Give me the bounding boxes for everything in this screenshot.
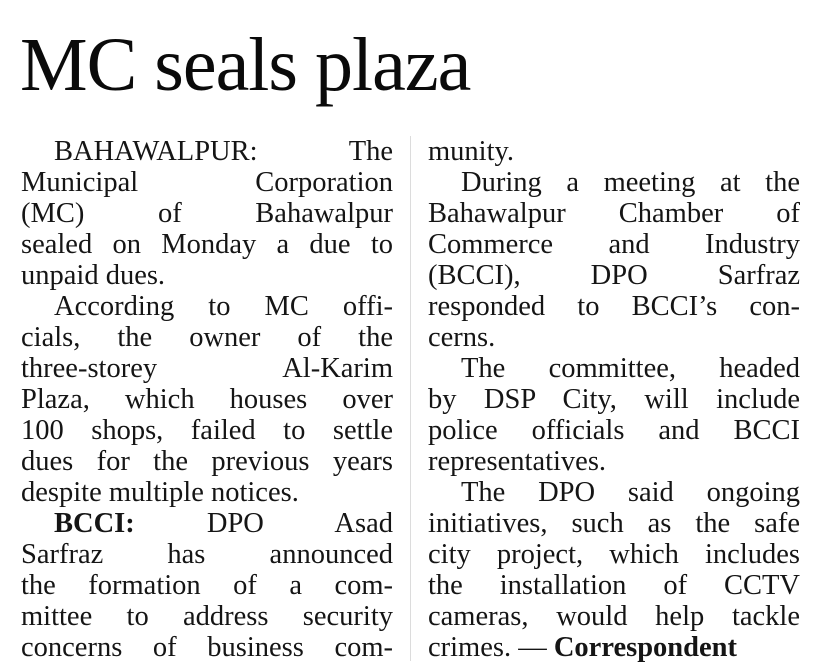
- article-line: [428, 167, 800, 198]
- line-text: cerns.: [428, 322, 496, 353]
- line-text: The DPO said ongoing: [461, 477, 800, 508]
- article-line: [428, 446, 800, 477]
- column-divider: [410, 136, 411, 661]
- article-line: [428, 260, 800, 291]
- line-text: dues for the previous years: [21, 446, 393, 477]
- line-text: cameras, would help tackle: [428, 601, 800, 632]
- article-line: [21, 353, 393, 384]
- line-text: Bahawalpur Chamber of: [428, 198, 800, 229]
- line-text: concerns of business com-: [21, 632, 393, 663]
- line-text: Commerce and Industry: [428, 229, 800, 260]
- byline: Correspondent: [553, 632, 737, 663]
- article-line: [428, 570, 800, 601]
- article-line: [428, 601, 800, 632]
- line-text: representatives.: [428, 446, 607, 477]
- article-column-right: [428, 136, 800, 663]
- line-text: the formation of a com-: [21, 570, 393, 601]
- subhead-label: BCCI:: [54, 508, 135, 539]
- article-line: [21, 539, 393, 570]
- line-text: According to MC offi-: [54, 291, 393, 322]
- article-line: [428, 415, 800, 446]
- article-line: [428, 384, 800, 415]
- article-column-left: [21, 136, 393, 663]
- article-line: [428, 229, 800, 260]
- article-line: [21, 477, 393, 508]
- line-text: three-storey Al-Karim: [21, 353, 393, 384]
- line-text: by DSP City, will include: [428, 384, 800, 415]
- article-line: [21, 446, 393, 477]
- article-line: [21, 260, 393, 291]
- article-line: [21, 632, 393, 663]
- line-text: 100 shops, failed to settle: [21, 415, 393, 446]
- line-text: Municipal Corporation: [21, 167, 393, 198]
- article-line: [21, 384, 393, 415]
- line-text: responded to BCCI’s con-: [428, 291, 800, 322]
- article-line: [21, 136, 393, 167]
- line-text: cials, the owner of the: [21, 322, 393, 353]
- line-text: The committee, headed: [461, 353, 800, 384]
- line-text: unpaid dues.: [21, 260, 166, 291]
- line-text: the installation of CCTV: [428, 570, 800, 601]
- article-line: [428, 508, 800, 539]
- article-line: [428, 539, 800, 570]
- article-line: [21, 167, 393, 198]
- article-line: [21, 601, 393, 632]
- article-line: [21, 508, 393, 539]
- line-text: (BCCI), DPO Sarfraz: [428, 260, 800, 291]
- article-line: [428, 632, 800, 663]
- line-text: During a meeting at the: [461, 167, 800, 198]
- line-text: munity.: [428, 136, 515, 167]
- article-line: [21, 322, 393, 353]
- line-text: Sarfraz has announced: [21, 539, 393, 570]
- line-text: (MC) of Bahawalpur: [21, 198, 393, 229]
- article-line: [21, 415, 393, 446]
- article-line: [428, 477, 800, 508]
- article-line: [428, 322, 800, 353]
- line-text: crimes. —: [428, 632, 554, 663]
- article-line: [428, 353, 800, 384]
- line-text: despite multiple notices.: [21, 477, 299, 508]
- article-line: [428, 136, 800, 167]
- article-line: [21, 229, 393, 260]
- article-line: [21, 198, 393, 229]
- article-line: [21, 570, 393, 601]
- line-text: DPO Asad: [134, 508, 393, 539]
- line-text: police officials and BCCI: [428, 415, 800, 446]
- line-text: city project, which includes: [428, 539, 800, 570]
- article-line: [428, 198, 800, 229]
- line-text: sealed on Monday a due to: [21, 229, 393, 260]
- article-line: [21, 291, 393, 322]
- line-text: initiatives, such as the safe: [428, 508, 800, 539]
- line-text: Plaza, which houses over: [21, 384, 393, 415]
- line-text: mittee to address security: [21, 601, 393, 632]
- headline: MC seals plaza: [20, 23, 471, 107]
- line-text: BAHAWALPUR: The: [54, 136, 393, 167]
- article-line: [428, 291, 800, 322]
